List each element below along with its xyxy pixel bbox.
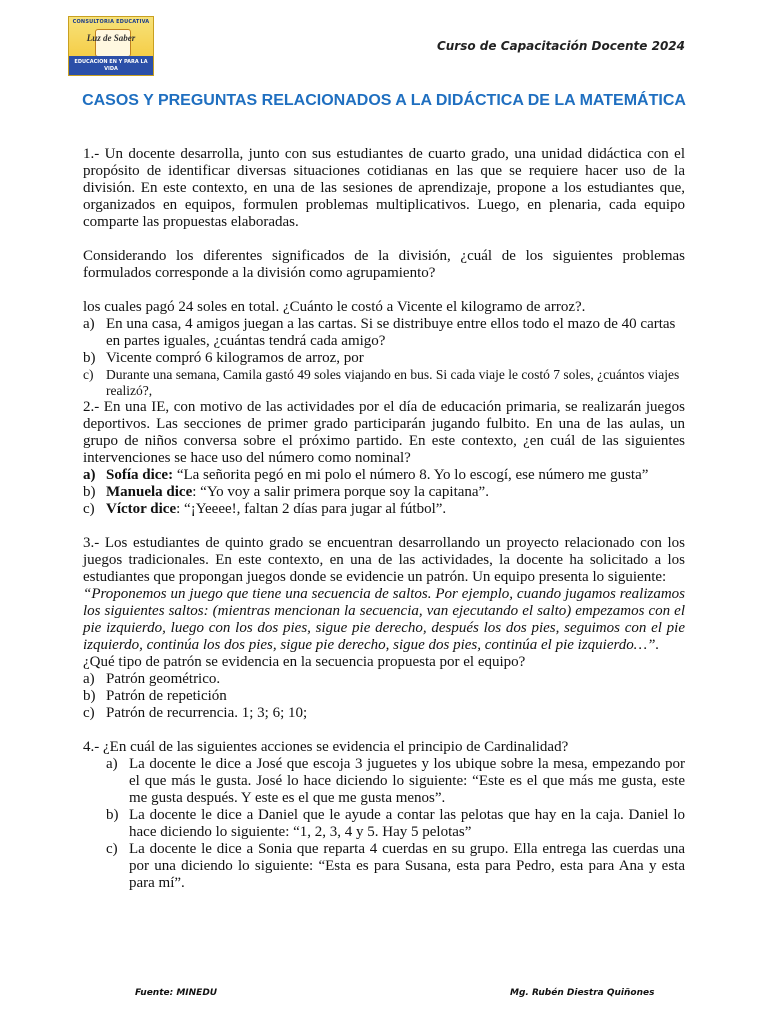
q1-intro: 1.- Un docente desarrolla, junto con sus estudiantes de cuarto grado, una unidad didáctica con el propósito de identificar diversas situaciones cotidianas en las que se requiere hacer uso de la división. En este contexto, en una de las sesiones de aprendizaje, propone a los estudiantes que, organizados en equipos, formulen problemas multiplicativos. Luego, en plenaria, cada equipo comparte las propuestas elaboradas.: [83, 146, 685, 230]
option-text: La docente le dice a Sonia que reparta 4 cuerdas en su grupo. Ella entrega las cuerdas una por una diciendo lo siguiente: “Esta es para Susana, esta para Pedro, esta para Ana y esta para mí”.: [129, 841, 685, 891]
q3-option-a: [83, 671, 685, 688]
option-text: Patrón de recurrencia. 1; 3; 6; 10;: [106, 705, 308, 721]
option-text: Patrón geométrico.: [106, 671, 221, 687]
speaker-name: Manuela dice: [106, 484, 193, 500]
option-text: “La señorita pegó en mi polo el número 8. Yo lo escogí, ese número me gusta”: [173, 467, 649, 483]
q3-question: ¿Qué tipo de patrón se evidencia en la secuencia propuesta por el equipo?: [83, 654, 526, 670]
q3-intro: 3.- Los estudiantes de quinto grado se encuentran desarrollando un proyecto relacionado con los juegos tradicionales. En este contexto, en una de las actividades, la docente ha solicitado a los estudiantes que propongan juegos donde se evidencie un patrón. Un equipo presenta lo siguiente:: [83, 535, 685, 585]
q4-option-b: [106, 807, 685, 841]
speaker-name: Sofía dice:: [106, 467, 174, 483]
footer-source: Fuente: MINEDU: [135, 988, 218, 998]
option-marker: b): [83, 484, 96, 500]
option-marker: c): [83, 367, 94, 382]
logo: [68, 16, 154, 76]
q3-quote: “Proponemos un juego que tiene una secuencia de saltos. Por ejemplo, cuando jugamos realizamos los siguientes saltos: (mientras mencionan la secuencia, van ejecutando el salto) empezamos con el pie izquierdo, luego con los dos pies, sigue pie derecho, después los dos pies, seguimos con el pie izquierdo, continúa los dos pies, sigue pie derecho, sigue dos pies, continúa el pie izquierdo…”.: [83, 586, 685, 653]
q1-fragment: los cuales pagó 24 soles en total. ¿Cuánto le costó a Vicente el kilogramo de arroz?.: [83, 299, 586, 315]
option-marker: b): [83, 688, 96, 704]
option-text: En una casa, 4 amigos juegan a las cartas. Si se distribuye entre ellos todo el mazo de 40 cartas en partes iguales, ¿cuántas tendrá cada amigo?: [106, 316, 676, 349]
q4-intro: 4.- ¿En cuál de las siguientes acciones se evidencia el principio de Cardinalidad?: [83, 739, 569, 755]
q1-question: Considerando los diferentes significados de la división, ¿cuál de los siguientes problemas formulados corresponde a la división como agrupamiento?: [83, 248, 685, 281]
q1-option-a: [83, 316, 685, 350]
q3-option-c: [83, 705, 685, 722]
option-text: La docente le dice a Daniel que le ayude a contar las pelotas que hay en la caja. Daniel lo hace diciendo lo siguiente: “1, 2, 3, 4 y 5. Hay 5 pelotas”: [129, 807, 685, 840]
option-marker: b): [83, 350, 96, 366]
option-marker: a): [83, 467, 96, 483]
option-text: Vicente compró 6 kilogramos de arroz, por: [106, 350, 364, 366]
option-marker: c): [83, 501, 95, 517]
q2-option-b: [83, 484, 685, 501]
option-text: : “¡Yeeee!, faltan 2 días para jugar al fútbol”.: [176, 501, 447, 517]
q4-option-c: [106, 841, 685, 892]
main-content: [83, 146, 685, 892]
option-marker: c): [83, 705, 95, 721]
q2-option-c: [83, 501, 685, 518]
q1-option-b: [83, 350, 685, 367]
option-marker: a): [83, 316, 95, 332]
page-title: CASOS Y PREGUNTAS RELACIONADOS A LA DIDÁCTICA DE LA MATEMÁTICA: [82, 92, 686, 109]
option-text: : “Yo voy a salir primera porque soy la capitana”.: [192, 484, 489, 500]
logo-text-bottom: EDUCACION EN Y PARA LA VIDA: [74, 59, 148, 72]
option-marker: a): [83, 671, 95, 687]
q2-intro: 2.- En una IE, con motivo de las actividades por el día de educación primaria, se realizarán juegos deportivos. Las secciones de primer grado participarán jugando fulbito. En una de las aulas, un grupo de niños conversa sobre el próximo partido. En este contexto, ¿en cuál de las siguientes intervenciones se hace uso del número como nominal?: [83, 399, 685, 466]
option-marker: b): [106, 807, 119, 823]
option-marker: a): [106, 756, 118, 772]
logo-text-mid: Luz de Saber: [86, 33, 136, 43]
q4-option-a: [106, 756, 685, 807]
logo-text-top: CONSULTORIA EDUCATIVA: [72, 19, 150, 25]
q1-option-c: [83, 367, 685, 399]
course-title: Curso de Capacitación Docente 2024: [436, 39, 685, 53]
option-text: La docente le dice a José que escoja 3 juguetes y los ubique sobre la mesa, empezando por el que más le gusta. José lo hace diciendo lo siguiente: “Este es el que más me gusta, este me gusta después. Y este es el que me gusta menos”.: [129, 756, 685, 806]
footer-author: Mg. Rubén Diestra Quiñones: [510, 988, 655, 998]
q3-option-b: [83, 688, 685, 705]
option-text: Durante una semana, Camila gastó 49 soles viajando en bus. Si cada viaje le costó 7 soles, ¿cuántos viajes realizó?,: [106, 367, 680, 398]
q2-option-a: [83, 467, 685, 484]
option-marker: c): [106, 841, 118, 857]
option-text: Patrón de repetición: [106, 688, 227, 704]
speaker-name: Víctor dice: [106, 501, 177, 517]
